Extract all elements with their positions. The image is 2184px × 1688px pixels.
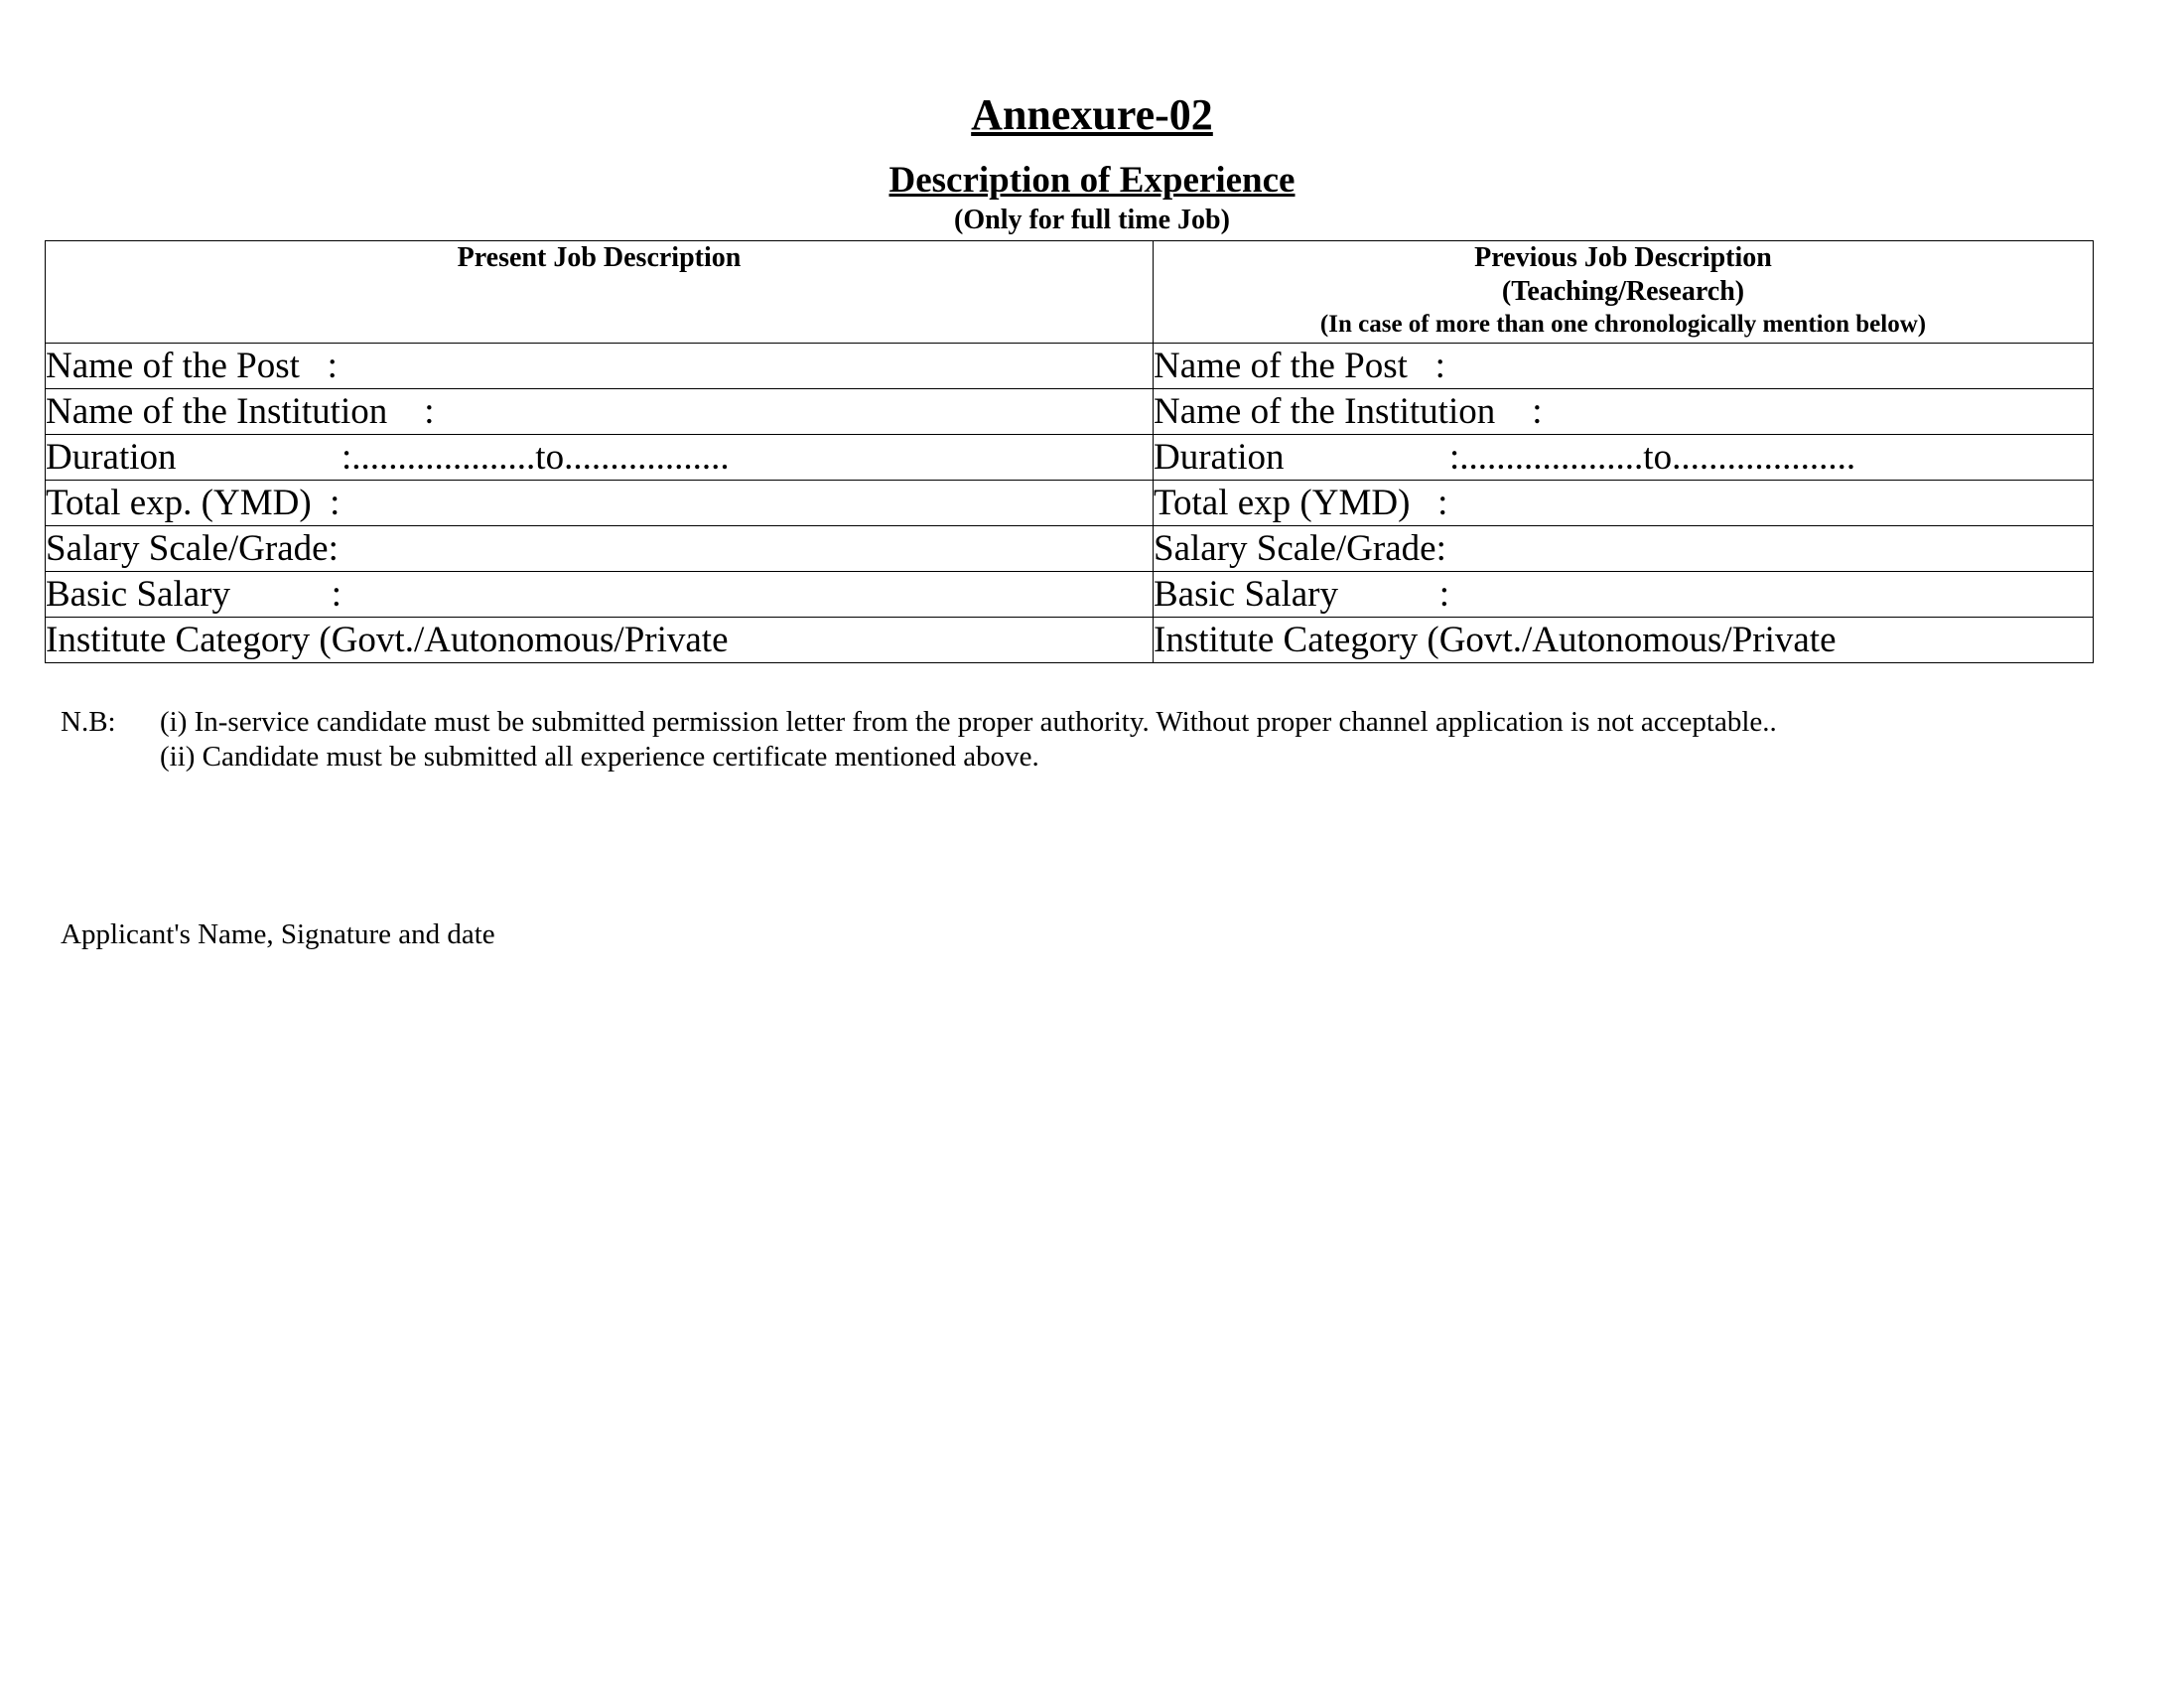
field-label: Name of the Institution : [1154,391,1543,432]
page-note: (Only for full time Job) [954,205,1230,235]
note-item: (ii) Candidate must be submitted all experience certificate mentioned above. [160,741,1039,773]
field-label: Salary Scale/Grade: [1154,528,1446,569]
previous-salary-scale-field[interactable] [1154,526,2094,572]
present-total-exp-field[interactable] [46,481,1154,526]
field-label: Total exp. (YMD) : [46,483,341,523]
previous-job-header-title: Previous Job Description [1474,242,1772,273]
table-row [46,435,2094,481]
field-label: Name of the Institution : [46,391,435,432]
page-subtitle: Description of Experience [888,160,1296,201]
present-job-header [46,241,1154,344]
field-label: Name of the Post : [1154,346,1445,386]
table-row [46,526,2094,572]
field-label: Salary Scale/Grade: [46,528,339,569]
field-label: Basic Salary : [1154,574,1450,615]
present-institution-field[interactable] [46,389,1154,435]
signature-line: Applicant's Name, Signature and date [61,918,495,950]
field-label: Duration :....................to.................... [1154,437,1856,478]
table-row [46,389,2094,435]
table-row [46,481,2094,526]
page-title: Annexure-02 [971,90,1213,139]
previous-duration-field[interactable] [1154,435,2094,481]
table-header-row [46,241,2094,344]
note-item: (i) In-service candidate must be submitted permission letter from the proper authority. Without proper channel application is not acceptable.. [160,706,1777,738]
field-label: Institute Category (Govt./Autonomous/Private [1154,620,1837,660]
notes-label: N.B: [61,706,116,738]
field-label: Institute Category (Govt./Autonomous/Private [46,620,729,660]
present-basic-salary-field[interactable] [46,572,1154,618]
previous-job-header [1154,241,2094,344]
field-label: Total exp (YMD) : [1154,483,1448,523]
field-label: Basic Salary : [46,574,342,615]
previous-post-field[interactable] [1154,344,2094,389]
present-post-field[interactable] [46,344,1154,389]
table-row [46,572,2094,618]
present-salary-scale-field[interactable] [46,526,1154,572]
previous-job-header-subtitle: (Teaching/Research) [1501,276,1745,307]
table-row [46,618,2094,663]
present-institute-category-field[interactable] [46,618,1154,663]
previous-total-exp-field[interactable] [1154,481,2094,526]
previous-basic-salary-field[interactable] [1154,572,2094,618]
previous-institution-field[interactable] [1154,389,2094,435]
present-job-header-title: Present Job Description [457,242,742,273]
notes-list [160,705,1777,774]
table-row [46,344,2094,389]
experience-table [45,240,2094,663]
previous-institute-category-field[interactable] [1154,618,2094,663]
field-label: Duration :....................to.................. [46,437,730,478]
previous-job-header-note: (In case of more than one chronologically mention below) [1319,311,1927,338]
present-duration-field[interactable] [46,435,1154,481]
field-label: Name of the Post : [46,346,338,386]
